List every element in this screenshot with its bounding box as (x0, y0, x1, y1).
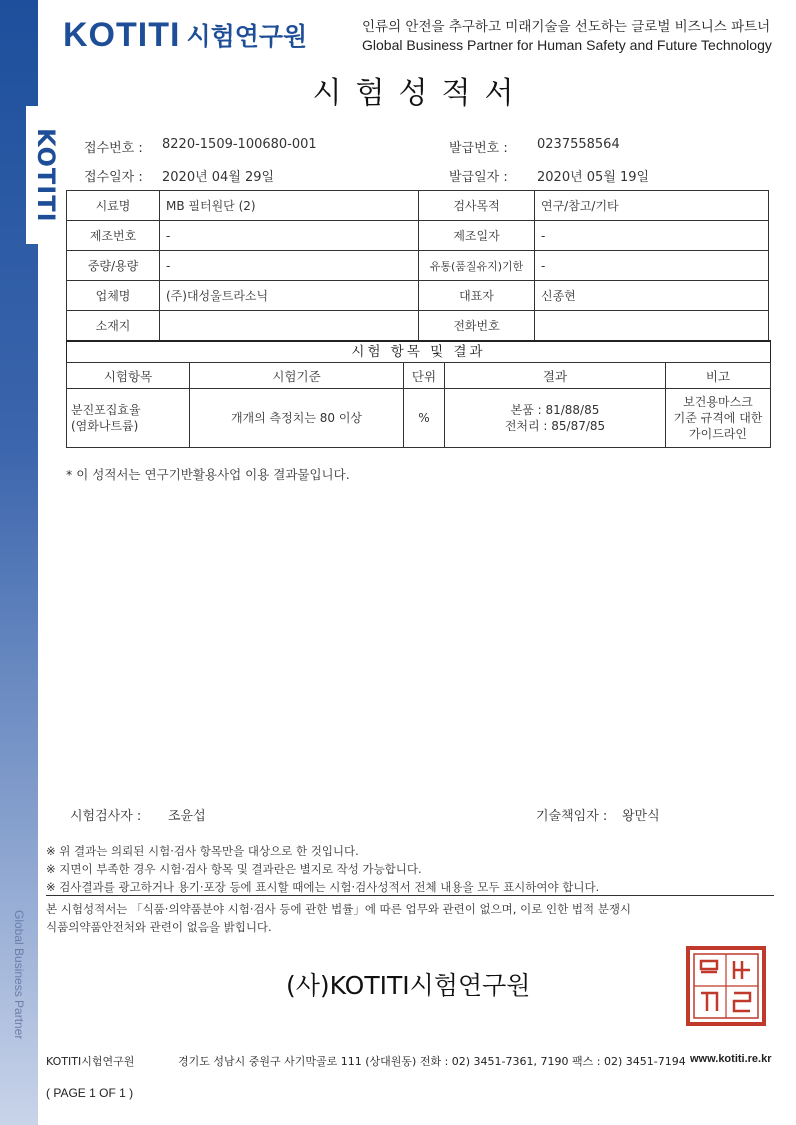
result-remark (666, 389, 771, 448)
company-label: 업체명 (67, 281, 160, 311)
result-item-line: 분진포집효율 (71, 403, 141, 417)
address-label: 소재지 (67, 311, 160, 341)
expiry-value: - (535, 251, 769, 281)
official-seal (685, 945, 767, 1027)
mfg-no-value: - (160, 221, 419, 251)
header-result: 결과 (445, 363, 666, 389)
slogan-ko: 인류의 안전을 추구하고 미래기술을 선도하는 글로벌 비즈니스 파트너 (362, 19, 771, 35)
info-row (67, 221, 769, 251)
statement-line: 본 시험성적서는 「식품·의약품분야 시험·검사 등에 관한 법률」에 따른 업무와 관련이 없으며, 이로 인한 법적 분쟁시 (46, 902, 632, 916)
sidebar-motto-text: Global Business Partner (12, 910, 26, 1040)
sidebar-logo (30, 106, 62, 244)
divider (46, 895, 774, 896)
logo-en: KOTITI (63, 15, 181, 54)
result-standard: 개개의 측정치는 80 이상 (190, 389, 404, 448)
expiry-label: 유통(품질유지)기한 (419, 251, 535, 281)
result-remark-line: 가이드라인 (689, 427, 747, 441)
mfg-date-value: - (535, 221, 769, 251)
receipt-no-label: 접수번호 : (84, 141, 143, 156)
statement-line: 식품의약품안전처와 관련이 없음을 밝힙니다. (46, 920, 272, 934)
phone-value (535, 311, 769, 341)
issuing-organization: (사)KOTITI시험연구원 (286, 971, 531, 1000)
footer-address: 경기도 성남시 중원구 사기막골로 111 (상대원동) 전화 : 02) 3451-7361, 7190 팩스 : 02) 3451-7194 (178, 1055, 686, 1068)
sidebar-logo-text: KOTITI (32, 127, 60, 223)
header-remark: 비고 (666, 363, 771, 389)
notice-line: ※ 지면이 부족한 경우 시험·검사 항목 및 결과란은 별지로 작성 가능합니다. (46, 862, 422, 876)
header-logo (63, 15, 307, 55)
issue-date: 2020년 05월 19일 (537, 170, 650, 185)
info-row (67, 281, 769, 311)
notices (46, 842, 599, 896)
mfg-date-label: 제조일자 (419, 221, 535, 251)
tester-label: 시험검사자 : (70, 809, 142, 824)
issue-date-label: 발급일자 : (449, 170, 508, 185)
results-section-title: 시험 항목 및 결과 (66, 340, 771, 363)
sidebar-motto (8, 905, 30, 1045)
sample-info-table (66, 190, 769, 341)
header-standard: 시험기준 (190, 363, 404, 389)
weight-value: - (160, 251, 419, 281)
result-value (445, 389, 666, 448)
results-table (66, 362, 771, 448)
sample-value: MB 필터원단 (2) (160, 191, 419, 221)
company-value: (주)대성울트라소닉 (160, 281, 419, 311)
address-value (160, 311, 419, 341)
receipt-date: 2020년 04월 29일 (162, 170, 275, 185)
result-value-line: 전처리 : 85/87/85 (504, 419, 606, 433)
manager-label: 기술책임자 : (536, 809, 608, 824)
logo-ko: 시험연구원 (186, 22, 308, 51)
footer-website[interactable]: www.kotiti.re.kr (690, 1053, 772, 1065)
notice-line: ※ 위 결과는 의뢰된 시험·검사 항목만을 대상으로 한 것입니다. (46, 844, 359, 858)
legal-statement (46, 900, 631, 936)
info-row (67, 251, 769, 281)
weight-label: 중량/용량 (67, 251, 160, 281)
ceo-label: 대표자 (419, 281, 535, 311)
issue-no-label: 발급번호 : (449, 141, 508, 156)
slogan-en: Global Business Partner for Human Safety and Future Technology (362, 37, 772, 53)
table-row (67, 389, 771, 448)
footer-org: KOTITI시험연구원 (46, 1055, 135, 1068)
ceo-value: 신종현 (535, 281, 769, 311)
header-item: 시험항목 (67, 363, 190, 389)
document-title: 시험성적서 (312, 76, 528, 111)
notice-line: ※ 검사결과를 광고하거나 용기·포장 등에 표시할 때에는 시험·검사성적서 전체 내용을 모두 표시하여야 합니다. (46, 880, 600, 894)
header-unit: 단위 (404, 363, 445, 389)
page-number: ( PAGE 1 OF 1 ) (46, 1086, 134, 1100)
mfg-no-label: 제조번호 (67, 221, 160, 251)
result-remark-line: 기준 규격에 대한 (673, 411, 763, 425)
sample-label: 시료명 (67, 191, 160, 221)
receipt-date-label: 접수일자 : (84, 170, 143, 185)
result-value-line: 본품 : 81/88/85 (510, 403, 600, 417)
result-item-line: (염화나트륨) (71, 419, 139, 433)
tester-name: 조윤섭 (168, 809, 206, 824)
results-header-row (67, 363, 771, 389)
purpose-label: 검사목적 (419, 191, 535, 221)
result-unit: % (404, 389, 445, 448)
info-row (67, 311, 769, 341)
result-remark-line: 보건용마스크 (683, 395, 753, 409)
header-slogan (362, 15, 782, 53)
usage-note: * 이 성적서는 연구기반활용사업 이용 결과물입니다. (66, 467, 350, 482)
manager-name: 왕만식 (622, 809, 660, 824)
receipt-no: 8220-1509-100680-001 (162, 137, 317, 152)
issue-no: 0237558564 (537, 137, 620, 152)
purpose-value: 연구/참고/기타 (535, 191, 769, 221)
result-item (67, 389, 190, 448)
info-row (67, 191, 769, 221)
phone-label: 전화번호 (419, 311, 535, 341)
